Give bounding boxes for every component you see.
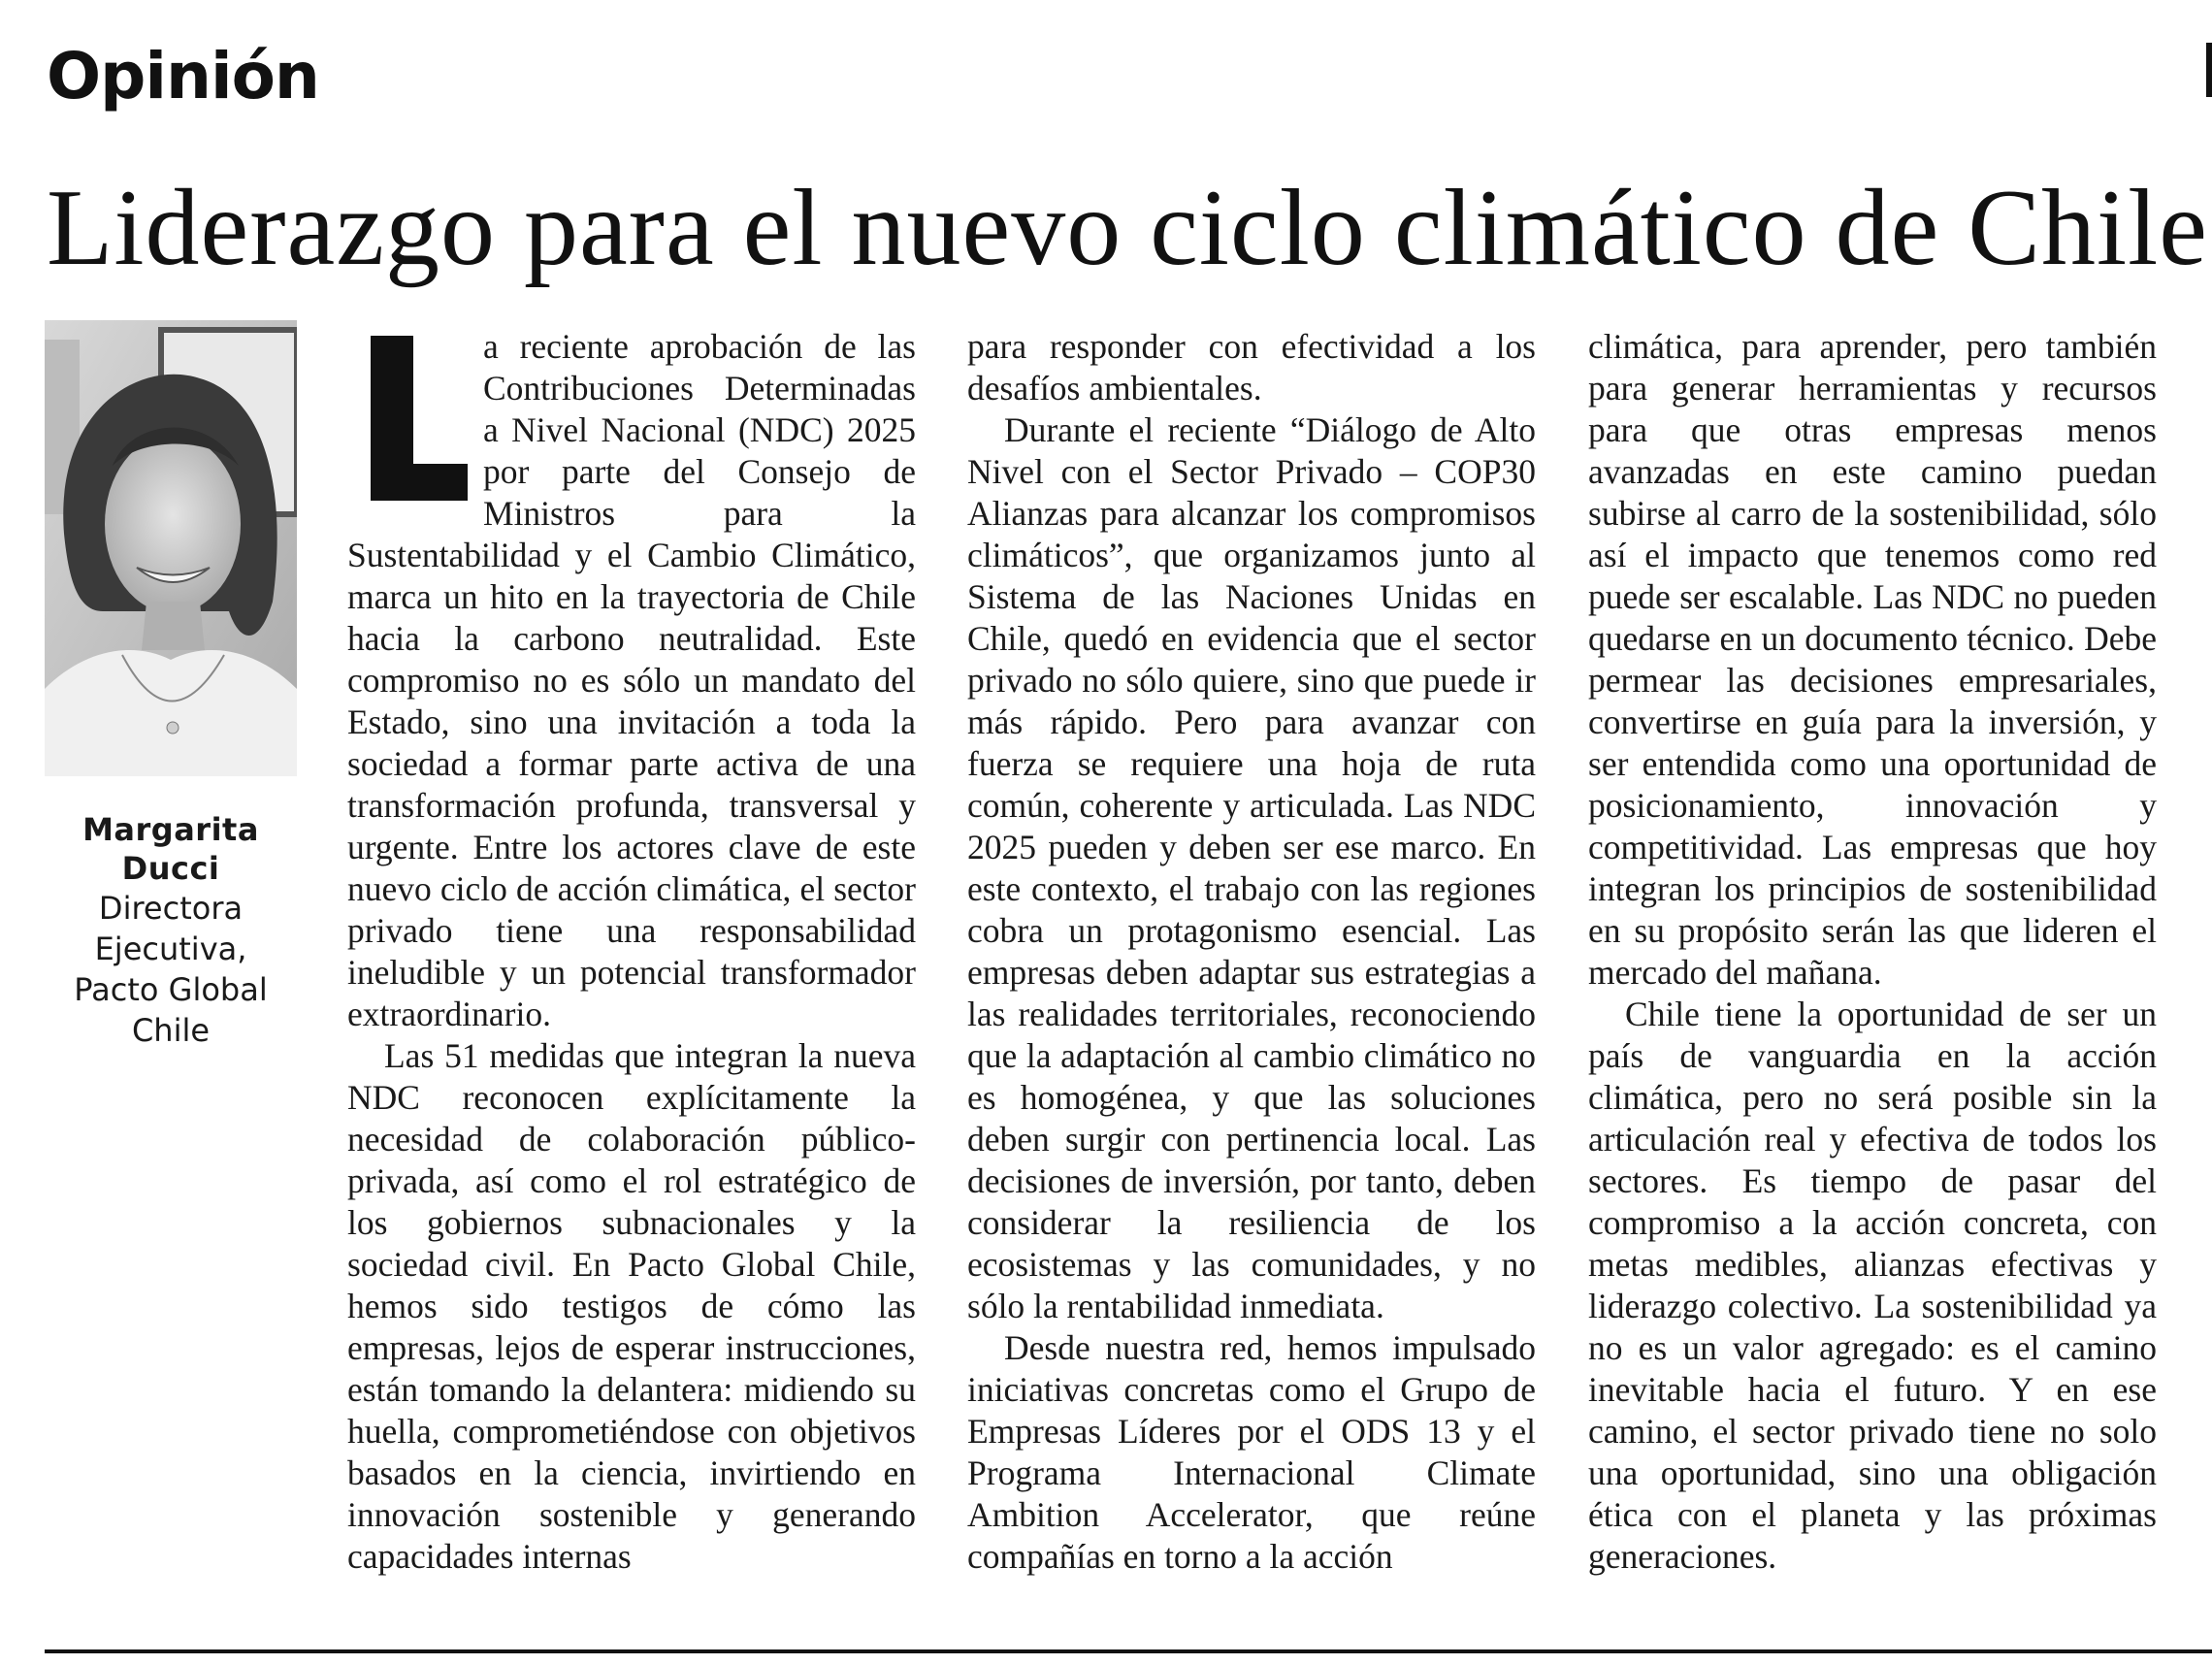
article-paragraph-5: Chile tiene la oportunidad de ser un país de vanguardia en la acción climática, pero no será posible sin la articulación real y efectiva de todos los sectores. Es tiempo de pasar del compromiso a la acción concreta, con metas medibles, alianzas efectivas y liderazgo colectivo. La sostenibilidad ya no es un valor agregado: es el camino inevitable hacia el futuro. Y en ese camino, el sector privado tiene no solo una oportunidad, sino una obligación ética con el planeta y las próximas generaciones. <box>1588 995 2157 1576</box>
author-portrait-image <box>45 320 297 776</box>
author-name-first: Margarita <box>82 811 259 848</box>
article-paragraph-4: Desde nuestra red, hemos impulsado iniciativas concretas como el Grupo de Empresas Líderes por el ODS 13 y el Programa Internacional Climate Ambition Accelerator, que reúne compañías en torno a la acción <box>967 1328 1536 1576</box>
bottom-rule <box>45 1649 2212 1653</box>
author-photo <box>45 320 297 776</box>
drop-cap <box>349 336 472 501</box>
author-role-line: Pacto Global <box>74 971 268 1008</box>
article-column-3 <box>1588 326 2157 1616</box>
article-paragraph-2: Las 51 medidas que integran la nueva NDC reconocen explícitamente la necesidad de colaboración público-privada, así como el rol estratégico de los gobiernos subnacionales y la sociedad civil. En Pacto Global Chile, hemos sido testigos de cómo las empresas, lejos de esperar instrucciones, están tomando la delantera: midiendo su huella, comprometiéndose con objetivos basados en la ciencia, invirtiendo en innovación sostenible y generando capacidades internas <box>347 1036 916 1576</box>
article-paragraph-3: Durante el reciente “Diálogo de Alto Nivel con el Sector Privado – COP30 Alianzas para alcanzar los compromisos climáticos”, que organizamos junto al Sistema de las Naciones Unidas en Chile, quedó en evidencia que el sector privado no sólo quiere, sino que puede ir más rápido. Pero para avanzar con fuerza se requiere una hoja de ruta común, coherente y articulada. Las NDC 2025 pueden y deben ser ese marco. En este contexto, el trabajo con las regiones cobra un protagonismo esencial. Las empresas deben adaptar sus estrategias a las realidades territoriales, reconociendo que la adaptación al cambio climático no es homogénea, y que las soluciones deben surgir con pertinencia local. Las decisiones de inversión, por tanto, deben considerar la resiliencia de los ecosistemas y las comunidades, y no sólo la rentabilidad inmediata. <box>967 410 1536 1325</box>
headline: Liderazgo para el nuevo ciclo climático de Chile <box>47 168 2208 288</box>
author-name-last: Ducci <box>121 850 220 887</box>
article-column-1 <box>347 326 916 1616</box>
page-edge-mark <box>2206 43 2212 97</box>
author-byline <box>45 810 297 1051</box>
article-paragraph-4-continued: climática, para aprender, pero también para generar herramientas y recursos para que otras empresas menos avanzadas en este camino puedan subirse al carro de la sostenibilidad, sólo así el impacto que tenemos como red puede ser escalable. Las NDC no pueden quedarse en un documento técnico. Debe permear las decisiones empresariales, convertirse en guía para la inversión, y ser entendida como una oportunidad de posicionamiento, innovación y competitividad. Las empresas que hoy integran los principios de sostenibilidad en su propósito serán las que lideren el mercado del mañana. <box>1588 327 2157 992</box>
author-role-line: Ejecutiva, <box>94 930 247 967</box>
article-column-2 <box>967 326 1536 1616</box>
author-role-line: Chile <box>131 1012 211 1049</box>
author-role-line: Directora <box>98 890 244 927</box>
section-label: Opinión <box>47 39 319 114</box>
article-paragraph-2-continued: para responder con efectividad a los desafíos ambientales. <box>967 327 1536 408</box>
article-paragraph-1: a reciente aprobación de las Contribuciones Determinadas a Nivel Nacional (NDC) 2025 por parte del Consejo de Ministros para la Sustentabilidad y el Cambio Climático, marca un hito en la trayectoria de Chile hacia la carbono neutralidad. Este compromiso no es sólo un mandato del Estado, sino una invitación a toda la sociedad a formar parte activa de una transformación profunda, transversal y urgente. Entre los actores clave de este nuevo ciclo de acción climática, el sector privado tiene una responsabilidad ineludible y un potencial transformador extraordinario. <box>347 327 916 1033</box>
